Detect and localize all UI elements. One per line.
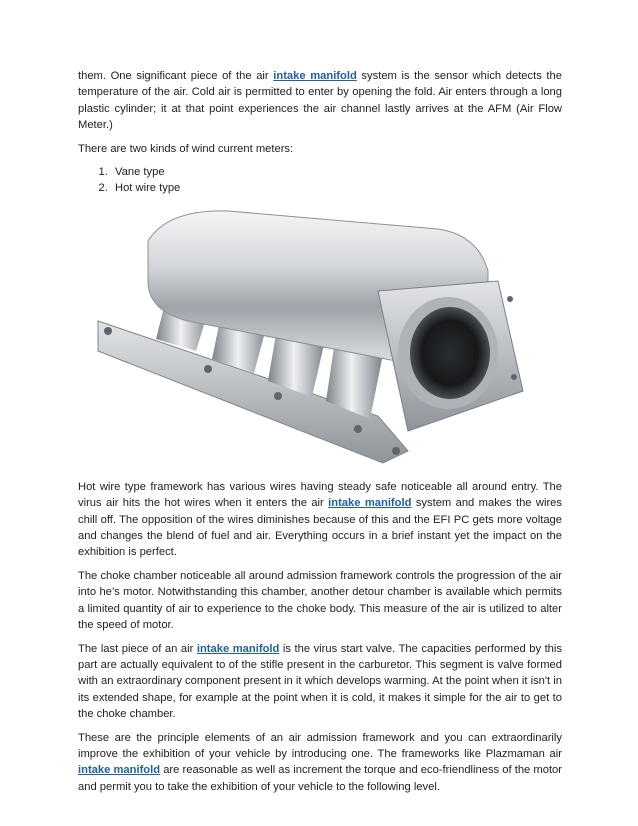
- intake-manifold-link[interactable]: intake manifold: [328, 497, 412, 510]
- paragraph-6: These are the principle elements of an air admission framework and you can extraordinarily improve the exhibition of your vehicle by introducing one. The frameworks like Plazmaman air intake manifold are reasonable as well as increment the torque and eco-friendliness of the motor and permit you to take the exhibition of your vehicle to the following level.: [78, 731, 562, 793]
- paragraph-4: The choke chamber noticeable all around admission framework controls the progression of the air into he’s motor. Notwithstanding this chamber, another detour chamber is available which permits a limited quantity of air to experience to the choke body. This measure of the air is utilized to alter the speed of motor.: [78, 569, 562, 632]
- document-page: [78, 68, 562, 802]
- paragraph-1: them. One significant piece of the air intake manifold system is the sensor which detects the temperature of the air. Cold air is permitted to enter by opening the fold. Air enters through a long plastic cylinder; it at that point experiences the air channel lastly arrives at the AFM (Air Flow Meter.): [78, 70, 562, 132]
- intake-manifold-link[interactable]: intake manifold: [273, 70, 357, 82]
- intake-manifold-link[interactable]: intake manifold: [196, 642, 280, 655]
- intake-manifold-image: [78, 201, 562, 473]
- list-item: 2. Hot wire type: [111, 180, 562, 196]
- paragraph-2: There are two kinds of wind current meters:: [78, 142, 294, 155]
- intake-manifold-link[interactable]: intake manifold: [78, 764, 161, 777]
- paragraph-3: Hot wire type framework has various wires having steady safe noticeable all around entry. The virus air hits the hot wires when it enters the air intake manifold system and makes the wires chill off. The opposition of the wires diminishes because of this and the EFI PC gets more voltage and changes the blend of fuel and air. Everything occurs in a brief instant yet the impact on the exhibition is perfect.: [78, 480, 562, 559]
- list-item: 1. Vane type: [111, 164, 562, 180]
- meter-type-list: [78, 164, 562, 197]
- paragraph-5: The last piece of an air intake manifold is the virus start valve. The capacities performed by this part are actually equivalent to of the stifle present in the carburetor. This segment is valve formed with an extraordinary component present in it which develops warming. At the point when it isn't in its extended shape, for example at the point when it is cold, it makes it simple for the air to get to the choke chamber.: [78, 642, 562, 721]
